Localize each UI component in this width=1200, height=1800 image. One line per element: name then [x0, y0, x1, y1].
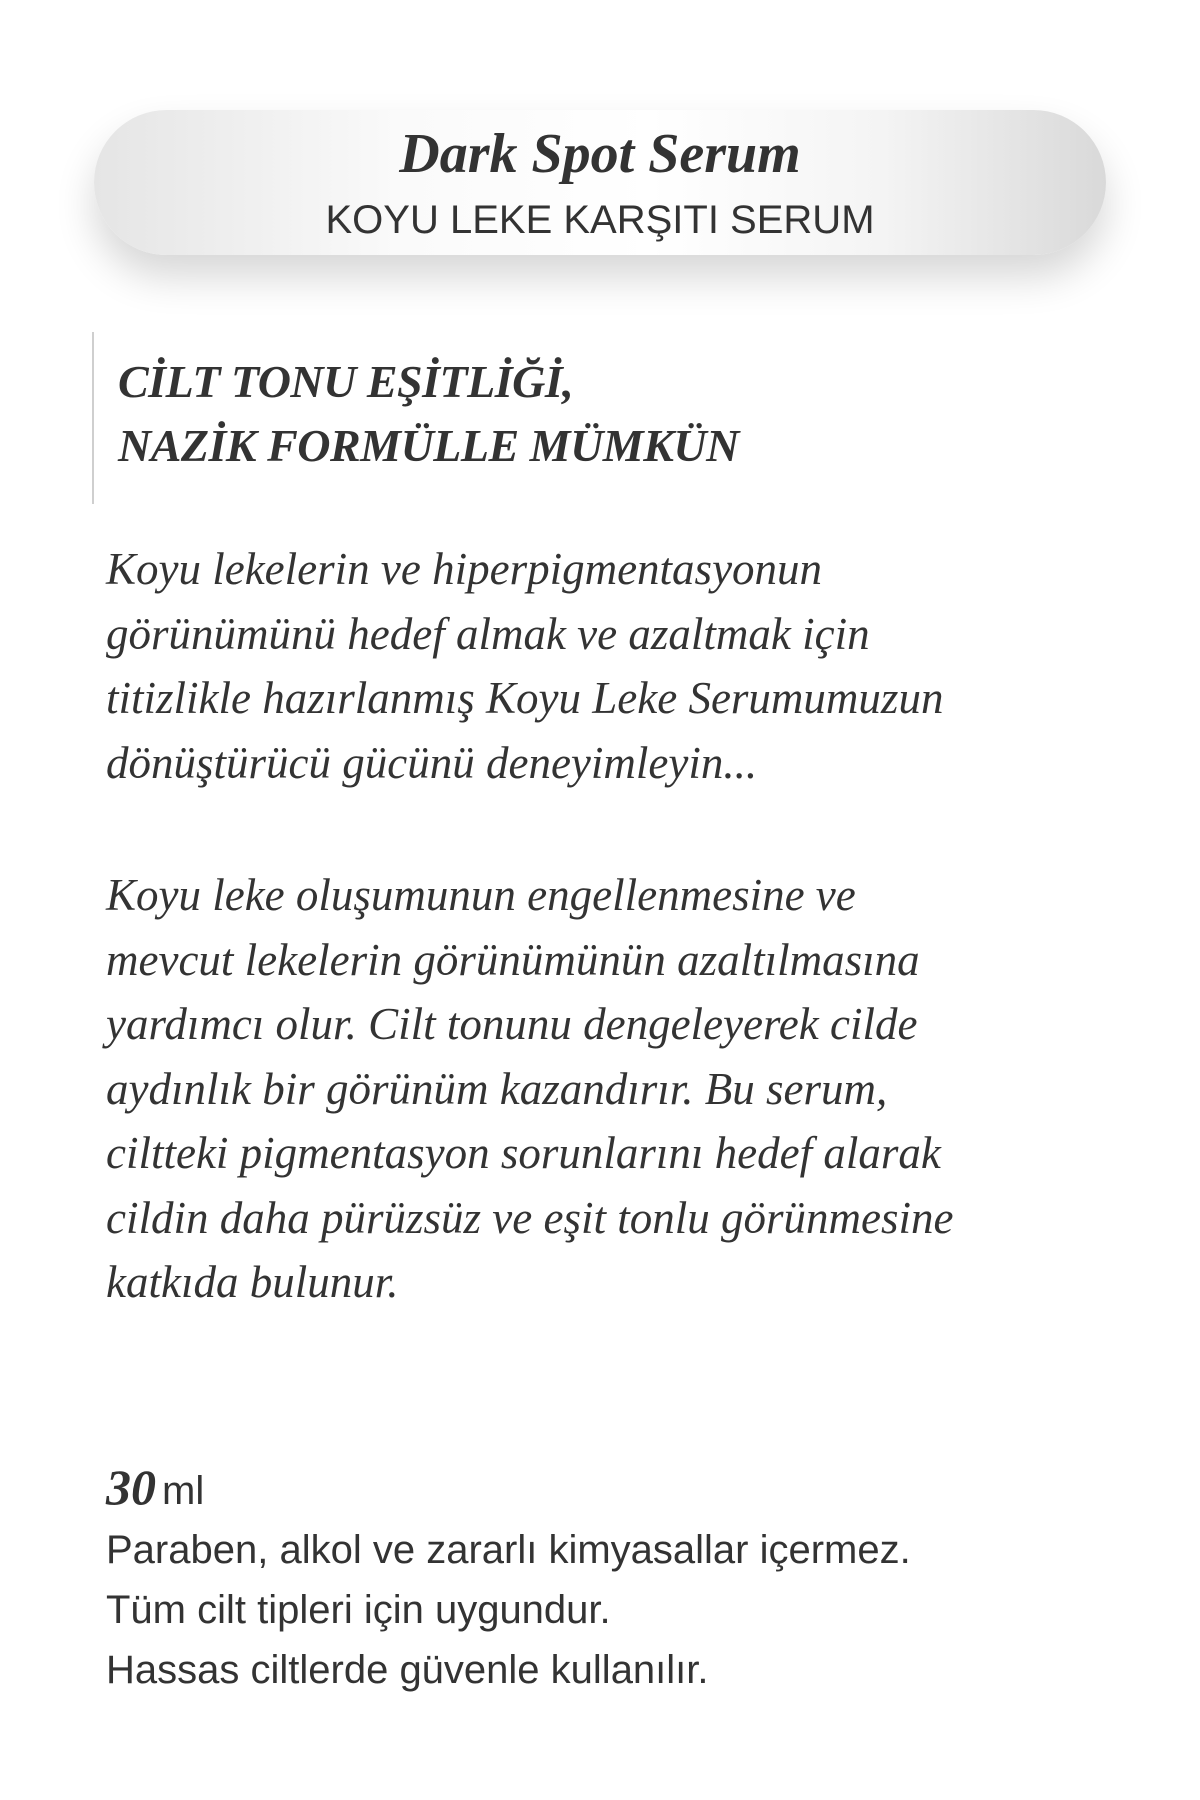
product-notes [106, 1520, 1156, 1700]
description-paragraph-2 [106, 863, 1116, 1315]
title-banner [94, 110, 1106, 255]
description-line: dönüştürücü gücünü deneyimleyin... [106, 737, 758, 788]
product-title: Dark Spot Serum [399, 123, 801, 185]
description-line: katkıda bulunur. [106, 1257, 399, 1307]
headline [118, 350, 1118, 478]
description-line: titizlikle hazırlanmış Koyu Leke Serumumuzun [106, 673, 944, 723]
note-line: Hassas ciltlerde güvenle kullanılır. [106, 1648, 709, 1692]
headline-divider [92, 332, 94, 504]
note-line: Paraben, alkol ve zararlı kimyasallar içermez. [106, 1528, 911, 1572]
product-volume [106, 1458, 204, 1516]
note-line: Tüm cilt tipleri için uygundur. [106, 1588, 611, 1632]
description-line: Koyu lekelerin ve hiperpigmentasyonun [106, 544, 823, 594]
description-paragraph-1 [106, 537, 1116, 795]
volume-number: 30 [106, 1459, 156, 1515]
description-line: cildin daha pürüzsüz ve eşit tonlu görünmesine [106, 1192, 954, 1243]
description-line: görünümünü hedef almak ve azaltmak için [106, 608, 870, 659]
volume-unit: ml [162, 1469, 205, 1513]
description-line: mevcut lekelerin görünümünün azaltılmasına [106, 934, 920, 985]
headline-line: CİLT TONU EŞİTLİĞİ, [118, 356, 574, 407]
description-line: Koyu leke oluşumunun engellenmesine ve [106, 870, 856, 920]
product-subtitle: KOYU LEKE KARŞITI SERUM [325, 198, 875, 242]
description-line: yardımcı olur. Cilt tonunu dengeleyerek cilde [106, 999, 918, 1049]
description-line: ciltteki pigmentasyon sorunlarını hedef alarak [106, 1128, 941, 1178]
headline-line: NAZİK FORMÜLLE MÜMKÜN [118, 420, 739, 471]
description-line: aydınlık bir görünüm kazandırır. Bu serum, [106, 1063, 888, 1114]
